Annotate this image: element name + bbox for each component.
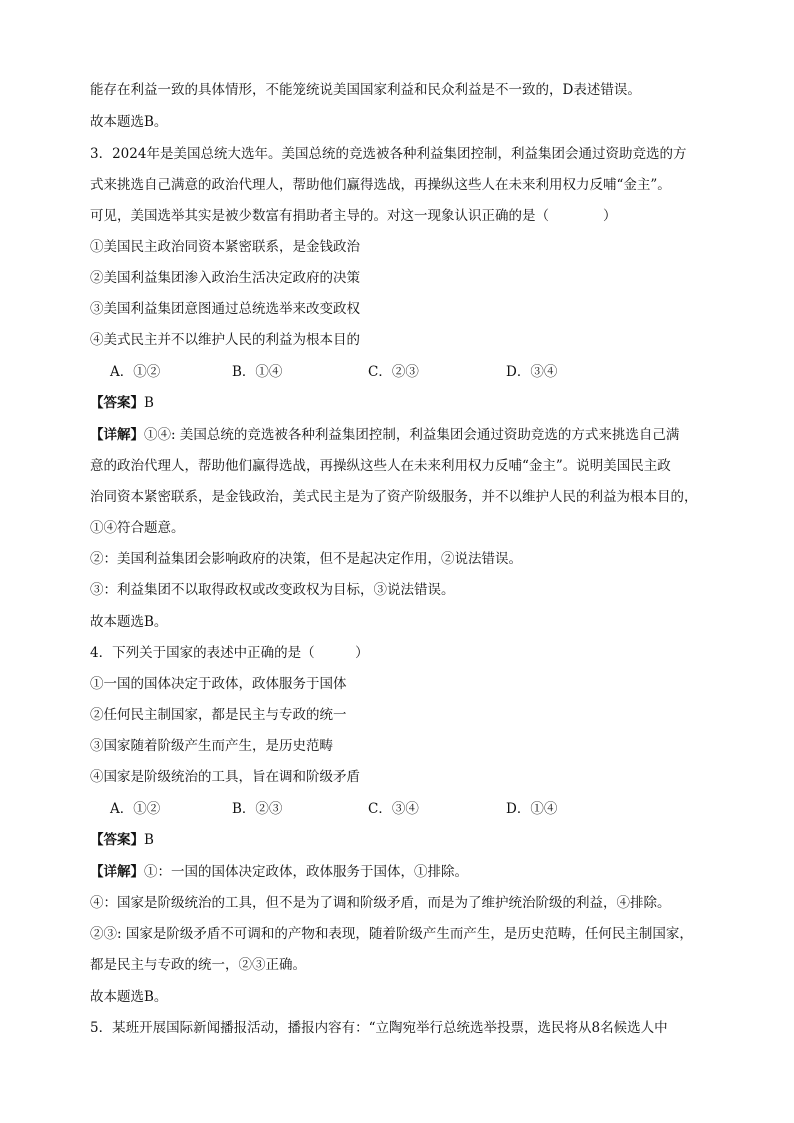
- question-3-statement-1: ①美国民主政治同资本紧密联系，是金钱政治: [90, 239, 360, 255]
- question-3-stem: 可见，美国选举其实是被少数富有捐助者主导的。对这一现象认识正确的是（ ）: [90, 208, 617, 224]
- question-4-statement-3: ③国家随着阶级产生而产生，是历史范畴: [90, 738, 333, 754]
- question-4-explanation: [90, 862, 468, 882]
- option-d: D．③④: [506, 364, 558, 380]
- answer-value: B: [144, 395, 154, 411]
- question-3-conclusion: 故本题选B。: [90, 614, 168, 630]
- question-4-explanation: ②③: 国家是阶级矛盾不可调和的产物和表现，随着阶级产生而产生，是历史范畴，任何民主制国家，: [90, 926, 693, 942]
- explanation-tag: 【详解】: [90, 864, 144, 880]
- question-3-stem: 3．2024年是美国总统大选年。美国总统的竞选被各种利益集团控制，利益集团会通过资助竞选的方: [90, 146, 687, 162]
- question-4-conclusion: 故本题选B。: [90, 989, 168, 1005]
- question-3-explanation: ②：美国利益集团会影响政府的决策，但不是起决定作用，②说法错误。: [90, 551, 522, 567]
- question-3-explanation: ①④符合题意。: [90, 520, 185, 536]
- question-4-statement-4: ④国家是阶级统治的工具，旨在调和阶级矛盾: [90, 769, 360, 785]
- question-3-statement-2: ②美国利益集团渗入政治生活决定政府的决策: [90, 270, 360, 286]
- question-5-stem: 5．某班开展国际新闻播报活动，播报内容有：“立陶宛举行总统选举投票，选民将从8名候选人中: [90, 1020, 668, 1036]
- answer-tag: 【答案】: [90, 395, 144, 411]
- question-3-statement-4: ④美式民主并不以维护人民的利益为根本目的: [90, 332, 360, 348]
- question-4-answer: [90, 830, 154, 850]
- conclusion-line: 故本题选B。: [90, 114, 168, 130]
- question-4-explanation: 都是民主与专政的统一，②③正确。: [90, 957, 306, 973]
- answer-value: B: [144, 832, 154, 848]
- explanation-text: ①：一国的国体决定政体，政体服务于国体，①排除。: [144, 864, 468, 880]
- question-3-explanation: [90, 425, 679, 445]
- question-4-statement-2: ②任何民主制国家，都是民主与专政的统一: [90, 707, 347, 723]
- question-4-explanation: ④：国家是阶级统治的工具，但不是为了调和阶级矛盾，而是为了维护统治阶级的利益，④排除。: [90, 895, 671, 911]
- question-3-explanation: 治同资本紧密联系，是金钱政治，美式民主是为了资产阶级服务，并不以维护人民的利益为根本目的，: [90, 489, 698, 505]
- question-4-statement-1: ①一国的国体决定于政体，政体服务于国体: [90, 676, 347, 692]
- answer-tag: 【答案】: [90, 832, 144, 848]
- explanation-tag: 【详解】: [90, 427, 144, 443]
- option-a: A．①②: [110, 364, 161, 380]
- explanation-text: ①④: 美国总统的竞选被各种利益集团控制，利益集团会通过资助竞选的方式来挑选自己满: [144, 427, 680, 443]
- option-b: B．①④: [232, 364, 283, 380]
- option-a: A．①②: [110, 801, 161, 817]
- question-4-stem: 4．下列关于国家的表述中正确的是（ ）: [90, 645, 369, 661]
- option-d: D．①④: [506, 801, 558, 817]
- option-c: C．③④: [368, 801, 419, 817]
- question-3-stem: 式来挑选自己满意的政治代理人，帮助他们赢得选战，再操纵这些人在未来利用权力反哺“金主”。: [90, 177, 671, 193]
- option-c: C．②③: [368, 364, 419, 380]
- question-3-statement-3: ③美国利益集团意图通过总统选举来改变政权: [90, 301, 360, 317]
- paragraph-line: 能存在利益一致的具体情形，不能笼统说美国国家利益和民众利益是不一致的，D表述错误。: [90, 82, 641, 98]
- question-3-answer: [90, 393, 154, 413]
- question-3-explanation: 意的政治代理人，帮助他们赢得选战，再操纵这些人在未来利用权力反哺“金主”。说明美国民主政: [90, 458, 671, 474]
- option-b: B．②③: [232, 801, 283, 817]
- question-3-explanation: ③：利益集团不以取得政权或改变政权为目标，③说法错误。: [90, 582, 455, 598]
